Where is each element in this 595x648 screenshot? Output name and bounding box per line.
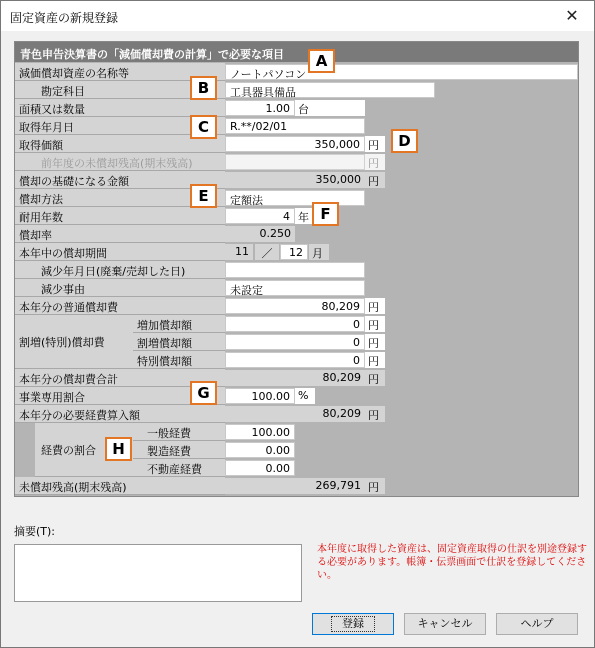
panel-header: 青色申告決算書の「減価償却費の計算」で必要な項目 xyxy=(15,42,578,62)
quantity-unit: 台 xyxy=(295,100,365,116)
business-ratio-label: 事業専用割合 xyxy=(15,387,225,405)
marker-g: G xyxy=(190,381,217,405)
realestate-expense-input[interactable]: 0.00 xyxy=(225,460,295,476)
period-to-input[interactable]: 12 xyxy=(280,244,308,260)
general-expense-input[interactable]: 100.00 xyxy=(225,424,295,440)
extra-depreciation-label: 割増償却額 xyxy=(133,333,225,351)
help-button[interactable]: ヘルプ xyxy=(496,613,578,635)
total-depreciation-value: 80,209 xyxy=(225,370,365,386)
decrease-reason-select[interactable]: 未設定 xyxy=(225,280,365,296)
extra-depreciation-group-label: 割増(特別)償却費 xyxy=(15,315,133,369)
row-method xyxy=(15,189,578,207)
period-from: 11 xyxy=(225,244,253,260)
row-additional-depreciation xyxy=(15,315,578,333)
row-asset-name xyxy=(15,63,578,81)
expense-ratio-group-label: 経費の割合 xyxy=(35,423,133,477)
row-realestate-expense xyxy=(15,459,578,477)
period-separator: ／ xyxy=(255,244,279,260)
cancel-button[interactable]: キャンセル xyxy=(404,613,486,635)
previous-balance-label: 前年度の未償却残高(期末残高) xyxy=(15,153,225,171)
period-unit: 月 xyxy=(309,244,329,260)
remaining-balance-label: 未償却残高(期末残高) xyxy=(15,477,225,495)
quantity-input[interactable]: 1.00 xyxy=(225,100,295,116)
row-special-depreciation xyxy=(15,351,578,369)
method-select[interactable]: 定額法 xyxy=(225,190,365,206)
marker-f: F xyxy=(312,202,339,226)
acquisition-date-input[interactable]: R.**/02/01 xyxy=(225,118,365,134)
decrease-date-input[interactable] xyxy=(225,262,365,278)
row-decrease-reason xyxy=(15,279,578,297)
row-previous-balance xyxy=(15,153,578,171)
remaining-balance-value: 269,791 xyxy=(225,478,365,494)
row-account xyxy=(15,81,578,99)
period-label: 本年中の償却期間 xyxy=(15,243,225,261)
asset-name-label: 減価償却資産の名称等 xyxy=(15,63,225,81)
base-amount-unit: 円 xyxy=(365,172,385,188)
rate-value: 0.250 xyxy=(225,226,295,242)
expense-value: 80,209 xyxy=(225,406,365,422)
asset-name-input[interactable]: ノートパソコン xyxy=(225,64,578,80)
general-expense-label: 一般経費 xyxy=(133,423,225,441)
row-useful-life xyxy=(15,207,578,225)
row-period xyxy=(15,243,578,261)
row-expense xyxy=(15,405,578,423)
acquisition-price-label: 取得価額 xyxy=(15,135,225,153)
base-amount-label: 償却の基礎になる金額 xyxy=(15,171,225,189)
marker-a: A xyxy=(308,49,335,73)
decrease-date-label: 減少年月日(廃棄/売却した日) xyxy=(15,261,225,279)
useful-life-input[interactable]: 4 xyxy=(225,208,295,224)
additional-depreciation-unit: 円 xyxy=(365,316,385,332)
manufacturing-expense-label: 製造経費 xyxy=(133,441,225,459)
marker-h: H xyxy=(105,437,132,461)
realestate-expense-label: 不動産経費 xyxy=(133,459,225,477)
decrease-reason-label: 減少事由 xyxy=(15,279,225,297)
register-button[interactable] xyxy=(312,613,394,635)
row-rate xyxy=(15,225,578,243)
method-label: 償却方法 xyxy=(15,189,225,207)
rate-label: 償却率 xyxy=(15,225,225,243)
normal-depreciation-label: 本年分の普通償却費 xyxy=(15,297,225,315)
marker-e: E xyxy=(190,184,217,208)
marker-c: C xyxy=(190,115,217,139)
extra-depreciation-unit: 円 xyxy=(365,334,385,350)
quantity-label: 面積又は数量 xyxy=(15,99,225,117)
extra-depreciation-input[interactable]: 0 xyxy=(225,334,365,350)
useful-life-unit: 年 xyxy=(295,208,315,224)
business-ratio-unit: % xyxy=(295,388,315,404)
memo-label: 摘要(T): xyxy=(14,525,56,538)
useful-life-label: 耐用年数 xyxy=(15,207,225,225)
row-extra-depreciation xyxy=(15,333,578,351)
base-amount-value: 350,000 xyxy=(225,172,365,188)
memo-textarea[interactable] xyxy=(14,544,302,602)
business-ratio-input[interactable]: 100.00 xyxy=(225,388,295,404)
previous-balance-unit: 円 xyxy=(365,154,385,170)
asset-form-panel xyxy=(14,41,579,497)
normal-depreciation-input[interactable]: 80,209 xyxy=(225,298,365,314)
acquisition-price-input[interactable]: 350,000 xyxy=(225,136,365,152)
row-normal-depreciation xyxy=(15,297,578,315)
special-depreciation-label: 特別償却額 xyxy=(133,351,225,369)
close-icon[interactable]: ✕ xyxy=(565,6,579,25)
row-remaining-balance xyxy=(15,477,578,495)
expense-label: 本年分の必要経費算入額 xyxy=(15,405,225,423)
special-depreciation-unit: 円 xyxy=(365,352,385,368)
acquisition-price-unit: 円 xyxy=(365,136,385,152)
register-button-label: 登録 xyxy=(331,616,375,632)
window-title: 固定資産の新規登録 xyxy=(10,11,119,25)
row-business-ratio xyxy=(15,387,578,405)
account-label: 勘定科目 xyxy=(15,81,225,99)
marker-b: B xyxy=(190,76,217,100)
row-decrease-date xyxy=(15,261,578,279)
account-input[interactable]: 工具器具備品 xyxy=(225,82,435,98)
row-manufacturing-expense xyxy=(15,441,578,459)
normal-depreciation-unit: 円 xyxy=(365,298,385,314)
special-depreciation-input[interactable]: 0 xyxy=(225,352,365,368)
title-bar xyxy=(1,1,594,31)
remaining-balance-unit: 円 xyxy=(365,478,385,494)
acquisition-date-label: 取得年月日 xyxy=(15,117,225,135)
manufacturing-expense-input[interactable]: 0.00 xyxy=(225,442,295,458)
row-acquisition-date xyxy=(15,117,578,135)
total-depreciation-unit: 円 xyxy=(365,370,385,386)
additional-depreciation-label: 増加償却額 xyxy=(133,315,225,333)
additional-depreciation-input[interactable]: 0 xyxy=(225,316,365,332)
row-quantity xyxy=(15,99,578,117)
total-depreciation-label: 本年分の償却費合計 xyxy=(15,369,225,387)
expense-unit: 円 xyxy=(365,406,385,422)
marker-d: D xyxy=(391,129,418,153)
registration-note: 本年度に取得した資産は、固定資産取得の仕訳を別途登録する必要があります。帳簿・伝票画面で仕訳を登録してください。 xyxy=(317,544,587,581)
row-general-expense xyxy=(15,423,578,441)
row-base-amount xyxy=(15,171,578,189)
row-total-depreciation xyxy=(15,369,578,387)
row-acquisition-price xyxy=(15,135,578,153)
previous-balance-input xyxy=(225,154,365,170)
